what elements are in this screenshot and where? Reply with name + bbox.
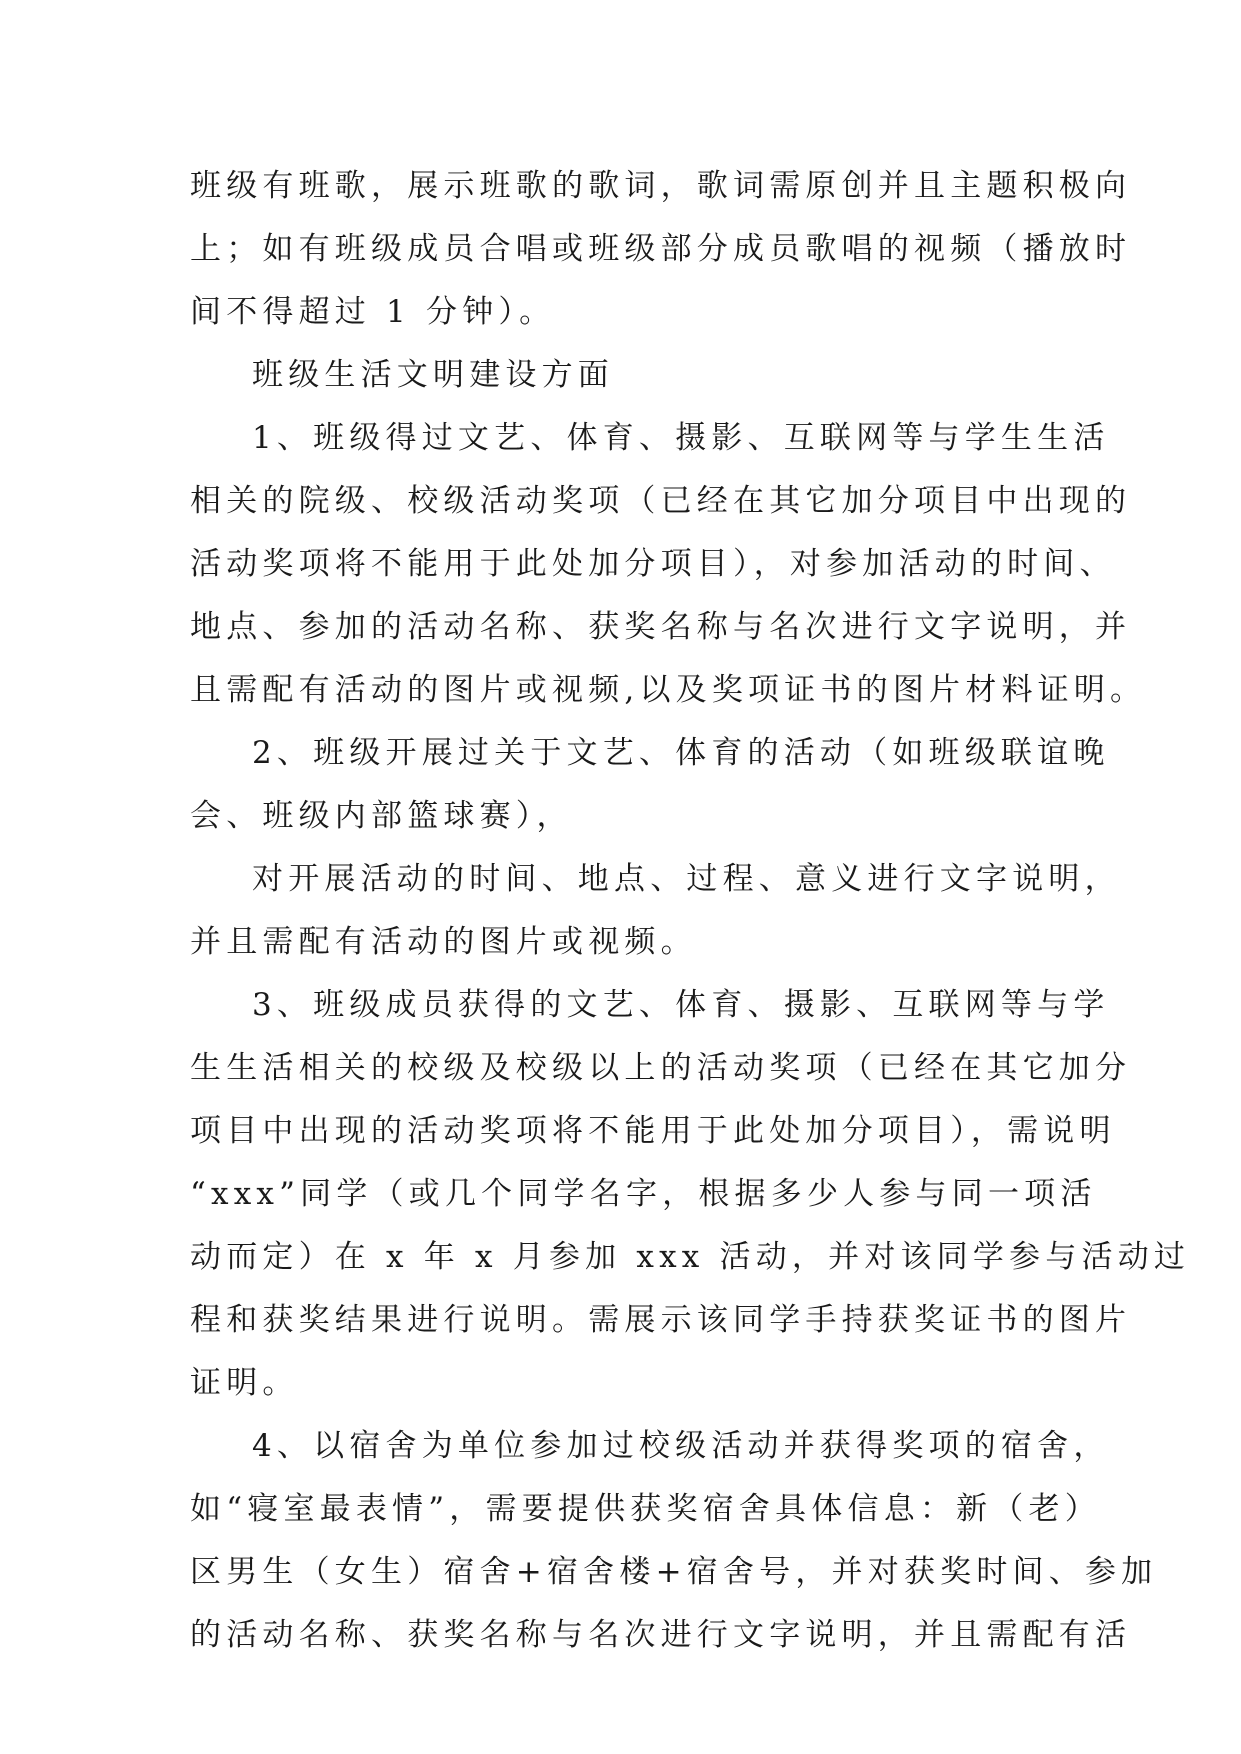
text-line: 证明。 — [190, 1365, 299, 1401]
text-line: 动而定）在 x 年 x 月参加 xxx 活动，并对该同学参与活动过 — [190, 1239, 1191, 1275]
text-line: 班级有班歌，展示班歌的歌词，歌词需原创并且主题积极向 — [190, 168, 1132, 204]
text-line: 区男生（女生）宿舍+宿舍楼+宿舍号，并对获奖时间、参加 — [190, 1554, 1158, 1590]
text-line: 间不得超过 1 分钟）。 — [190, 294, 556, 330]
text-line: 并且需配有活动的图片或视频。 — [190, 924, 697, 960]
text-line: 3、班级成员获得的文艺、体育、摄影、互联网等与学 — [252, 987, 1110, 1023]
text-line: 的活动名称、获奖名称与名次进行文字说明，并且需配有活 — [190, 1617, 1132, 1653]
text-line: 对开展活动的时间、地点、过程、意义进行文字说明， — [252, 861, 1121, 897]
text-line: “xxx”同学（或几个同学名字，根据多少人参与同一项活 — [190, 1176, 1097, 1212]
text-line: 地点、参加的活动名称、获奖名称与名次进行文字说明，并 — [190, 609, 1132, 645]
section-heading: 班级生活文明建设方面 — [252, 357, 614, 393]
text-line: 生生活相关的校级及校级以上的活动奖项（已经在其它加分 — [190, 1050, 1132, 1086]
text-line: 如“寝室最表情”，需要提供获奖宿舍具体信息：新（老） — [190, 1491, 1101, 1527]
text-line: 1、班级得过文艺、体育、摄影、互联网等与学生生活 — [252, 420, 1110, 456]
text-line: 活动奖项将不能用于此处加分项目），对参加活动的时间、 — [190, 546, 1116, 582]
text-line: 上；如有班级成员合唱或班级部分成员歌唱的视频（播放时 — [190, 231, 1132, 267]
text-line: 会、班级内部篮球赛）， — [190, 798, 573, 834]
text-line: 且需配有活动的图片或视频,以及奖项证书的图片材料证明。 — [190, 672, 1147, 708]
text-line: 4、以宿舍为单位参加过校级活动并获得奖项的宿舍， — [252, 1428, 1110, 1464]
text-line: 相关的院级、校级活动奖项（已经在其它加分项目中出现的 — [190, 483, 1132, 519]
text-line: 程和获奖结果进行说明。需展示该同学手持获奖证书的图片 — [190, 1302, 1132, 1338]
text-line: 2、班级开展过关于文艺、体育的活动（如班级联谊晚 — [252, 735, 1110, 771]
text-line: 项目中出现的活动奖项将不能用于此处加分项目），需说明 — [190, 1113, 1116, 1149]
